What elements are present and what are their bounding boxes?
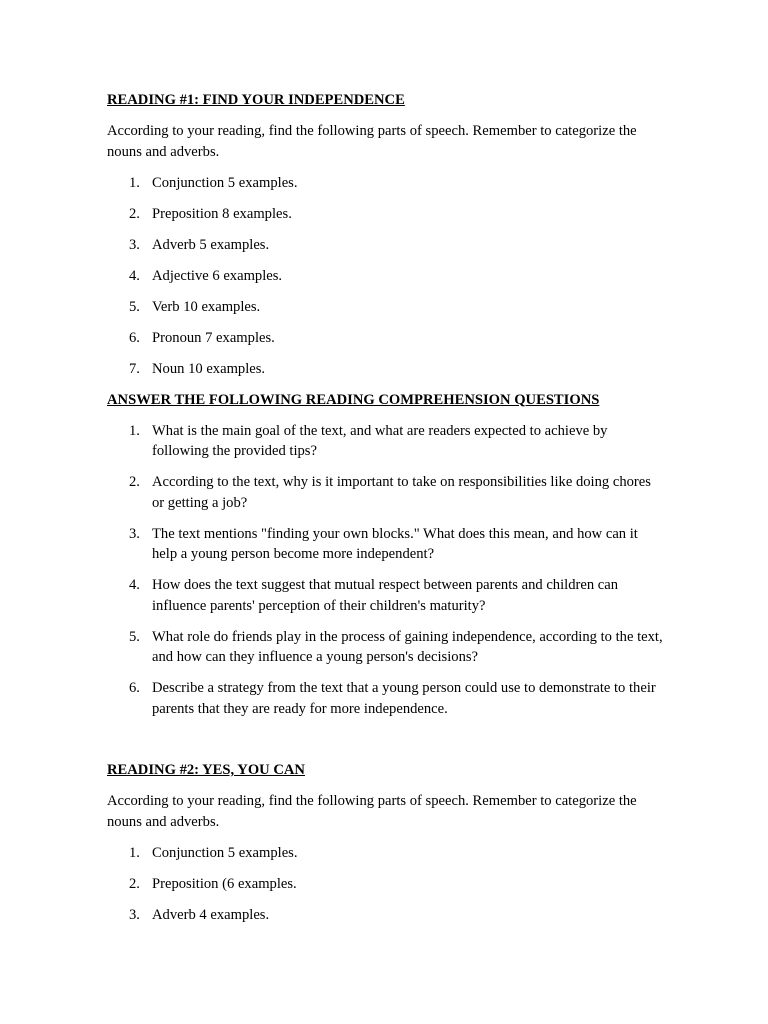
comprehension-heading: ANSWER THE FOLLOWING READING COMPREHENSION QUESTIONS — [107, 391, 600, 408]
reading1-instructions: According to your reading, find the following parts of speech. Remember to categorize the nouns and adverbs. — [107, 123, 637, 160]
list-item: 1. Conjunction 5 examples. — [129, 174, 298, 191]
reading1-heading: READING #1: FIND YOUR INDEPENDENCE — [107, 92, 405, 108]
reading2-heading: READING #2: YES, YOU CAN — [107, 762, 305, 778]
list-item: 7. Noun 10 examples. — [129, 360, 266, 377]
reading2-list — [107, 843, 663, 926]
list-item: 2. Preposition (6 examples. — [129, 875, 297, 892]
list-item: 3. Adverb 5 examples. — [129, 236, 270, 253]
list-item: 1. Conjunction 5 examples. — [129, 844, 298, 861]
list-item: 4. Adjective 6 examples. — [129, 267, 283, 284]
comprehension-list — [107, 421, 663, 720]
list-item: 1. What is the main goal of the text, and what are readers expected to achieve by following the provided tips? — [129, 422, 608, 459]
list-item: 6. Describe a strategy from the text that a young person could use to demonstrate to their parents that they are ready for more independence. — [129, 680, 656, 717]
reading1-list — [107, 173, 663, 380]
list-item: 3. Adverb 4 examples. — [129, 906, 270, 923]
document-page — [107, 90, 663, 925]
list-item: 6. Pronoun 7 examples. — [129, 329, 275, 346]
list-item: 5. Verb 10 examples. — [129, 298, 261, 315]
list-item: 4. How does the text suggest that mutual respect between parents and children can influence parents' perception of their children's maturity? — [129, 577, 619, 614]
reading2-instructions: According to your reading, find the following parts of speech. Remember to categorize the nouns and adverbs. — [107, 793, 637, 830]
list-item: 2. According to the text, why is it important to take on responsibilities like doing chores or getting a job? — [129, 474, 651, 511]
list-item: 3. The text mentions "finding your own blocks." What does this mean, and how can it help a young person become more independent? — [129, 525, 638, 562]
list-item: 2. Preposition 8 examples. — [129, 205, 292, 222]
list-item: 5. What role do friends play in the process of gaining independence, according to the text, and how can they influence a young person's decisions? — [129, 628, 663, 665]
